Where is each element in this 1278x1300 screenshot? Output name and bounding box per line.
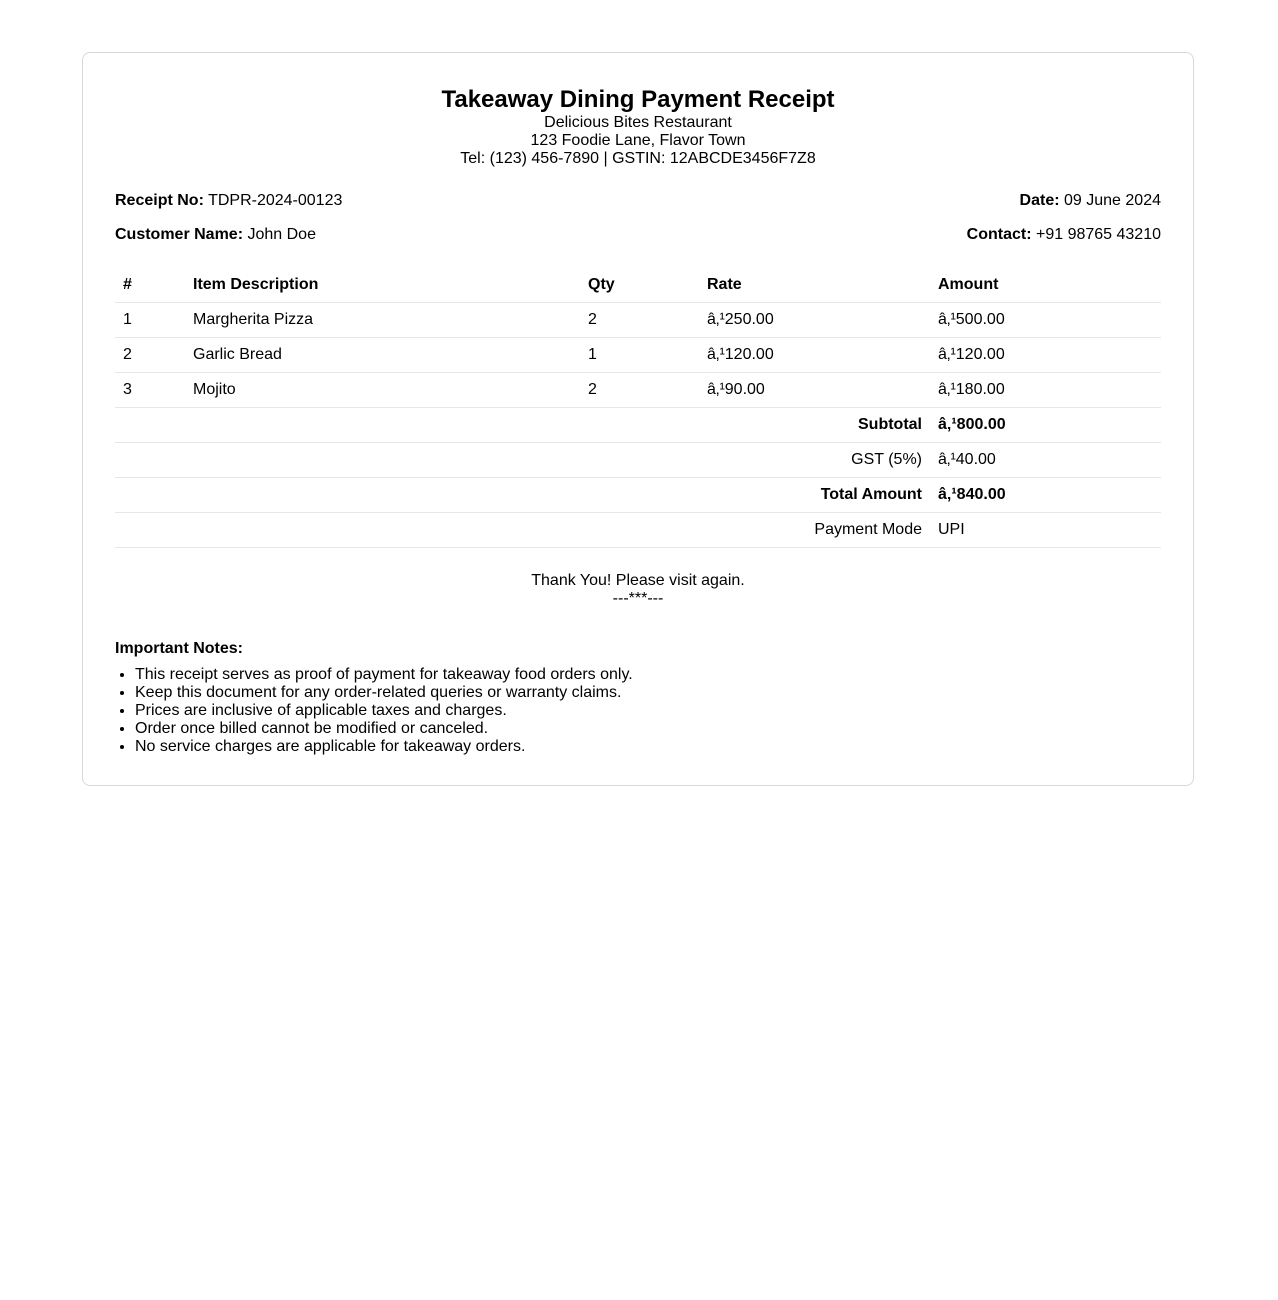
row-qty: 2: [580, 303, 699, 338]
notes-list: [115, 666, 1161, 756]
row-amount: â‚¹120.00: [930, 338, 1161, 373]
receipt-card: [82, 52, 1194, 786]
meta-row-customer: [115, 226, 1161, 244]
receipt-number-value: TDPR-2024-00123: [208, 192, 343, 209]
note-item: • This receipt serves as proof of payment for takeaway food orders only.: [135, 666, 1161, 684]
gst-row: [115, 443, 1161, 478]
gst-label: GST (5%): [115, 443, 930, 478]
row-number: 1: [115, 303, 185, 338]
row-item: Garlic Bread: [185, 338, 580, 373]
gst-value: â‚¹40.00: [930, 443, 1161, 478]
row-rate: â‚¹250.00: [699, 303, 930, 338]
row-amount: â‚¹500.00: [930, 303, 1161, 338]
restaurant-address: 123 Foodie Lane, Flavor Town: [530, 132, 746, 149]
receipt-header: [115, 53, 1161, 168]
table-row: [115, 373, 1161, 408]
column-header-qty: Qty: [580, 268, 699, 303]
note-item: • Prices are inclusive of applicable taxes and charges.: [135, 702, 1161, 720]
restaurant-name: Delicious Bites Restaurant: [544, 114, 732, 131]
receipt-date-label: Date:: [1019, 192, 1060, 209]
customer-contact: [967, 226, 1161, 244]
customer-name-value: John Doe: [247, 226, 316, 243]
customer-contact-value: +91 98765 43210: [1035, 226, 1161, 243]
table-row: [115, 303, 1161, 338]
payment-mode-label: Payment Mode: [115, 513, 930, 548]
payment-mode-value: UPI: [930, 513, 1161, 548]
row-number: 3: [115, 373, 185, 408]
note-item: • No service charges are applicable for takeaway orders.: [135, 738, 1161, 756]
total-value: â‚¹840.00: [930, 478, 1161, 513]
table-row: [115, 338, 1161, 373]
customer-contact-label: Contact:: [966, 226, 1032, 243]
column-header-number: #: [115, 268, 185, 303]
row-item: Mojito: [185, 373, 580, 408]
column-header-amount: Amount: [930, 268, 1161, 303]
row-qty: 2: [580, 373, 699, 408]
restaurant-contact: Tel: (123) 456-7890 | GSTIN: 12ABCDE3456F7Z8: [460, 150, 816, 167]
receipt-number: [115, 192, 342, 210]
notes-title: Important Notes:: [115, 640, 243, 657]
row-rate: â‚¹90.00: [699, 373, 930, 408]
row-number: 2: [115, 338, 185, 373]
receipt-date: [1020, 192, 1161, 210]
receipt-date-value: 09 June 2024: [1064, 192, 1161, 209]
subtotal-value: â‚¹800.00: [930, 408, 1161, 443]
subtotal-label: Subtotal: [115, 408, 930, 443]
column-header-item: Item Description: [185, 268, 580, 303]
thank-you-message: [115, 572, 1161, 608]
receipt-number-label: Receipt No:: [115, 192, 204, 209]
receipt-title: Takeaway Dining Payment Receipt: [441, 86, 835, 113]
meta-row-receipt: [115, 192, 1161, 210]
row-qty: 1: [580, 338, 699, 373]
customer-name-label: Customer Name:: [115, 226, 244, 243]
thank-you-separator: ---***---: [612, 590, 664, 607]
table-header-row: [115, 268, 1161, 303]
row-amount: â‚¹180.00: [930, 373, 1161, 408]
payment-mode-row: [115, 513, 1161, 548]
note-item: • Keep this document for any order-related queries or warranty claims.: [135, 684, 1161, 702]
customer-name: [115, 226, 316, 244]
note-item: • Order once billed cannot be modified or canceled.: [135, 720, 1161, 738]
column-header-rate: Rate: [699, 268, 930, 303]
items-table: [115, 268, 1161, 548]
total-label: Total Amount: [115, 478, 930, 513]
thank-you-text: Thank You! Please visit again.: [531, 572, 745, 589]
subtotal-row: [115, 408, 1161, 443]
row-rate: â‚¹120.00: [699, 338, 930, 373]
row-item: Margherita Pizza: [185, 303, 580, 338]
total-row: [115, 478, 1161, 513]
